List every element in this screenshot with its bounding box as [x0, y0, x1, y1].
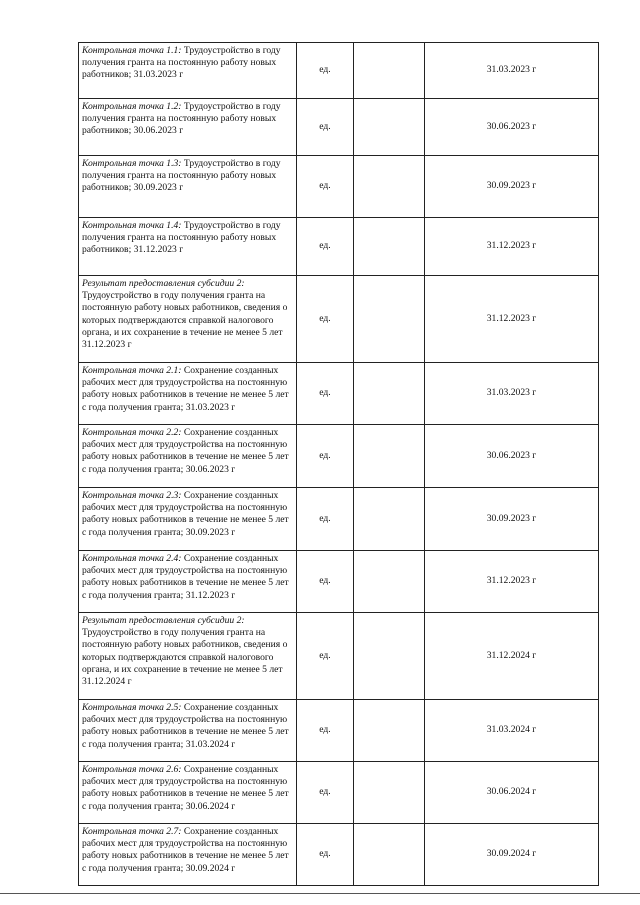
row-value [354, 613, 425, 700]
row-description [79, 488, 297, 551]
row-lead: Контрольная точка 2.2: [82, 427, 182, 438]
row-value [354, 156, 425, 218]
row-lead: Контрольная точка 1.1: [82, 45, 182, 56]
row-date: 30.09.2023 г [425, 156, 599, 218]
indicators-table [78, 42, 599, 886]
row-lead: Контрольная точка 2.6: [82, 764, 182, 775]
row-text: Трудоустройство в году получения гранта на постоянную работу новых работников; 31.12.2023 г [82, 220, 281, 256]
row-description [79, 218, 297, 276]
row-date: 30.06.2023 г [425, 425, 599, 488]
indicators-table-body [79, 43, 599, 886]
row-unit: ед. [297, 43, 354, 99]
page-bottom-rule [0, 893, 640, 894]
row-unit: ед. [297, 156, 354, 218]
row-unit: ед. [297, 488, 354, 551]
row-date: 31.12.2023 г [425, 276, 599, 363]
row-description [79, 276, 297, 363]
row-text: Сохранение созданных рабочих мест для трудоустройства на постоянную работу новых работников в течение не менее 5 лет с года получения гранта; 30.09.2024 г [82, 826, 289, 874]
table-row [79, 363, 599, 425]
row-unit: ед. [297, 762, 354, 824]
row-value [354, 276, 425, 363]
row-unit: ед. [297, 551, 354, 613]
table-row [79, 425, 599, 488]
row-value [354, 824, 425, 886]
row-date: 30.06.2023 г [425, 99, 599, 156]
table-row [79, 43, 599, 99]
row-date: 31.03.2023 г [425, 43, 599, 99]
row-value [354, 99, 425, 156]
table-row [79, 700, 599, 762]
row-value [354, 488, 425, 551]
row-description [79, 99, 297, 156]
row-unit: ед. [297, 363, 354, 425]
row-value [354, 425, 425, 488]
row-date: 30.09.2024 г [425, 824, 599, 886]
row-text: Трудоустройство в году получения гранта на постоянную работу новых работников; 30.06.2023 г [82, 101, 281, 137]
row-value [354, 700, 425, 762]
row-date: 31.12.2024 г [425, 613, 599, 700]
row-unit: ед. [297, 613, 354, 700]
row-date: 30.06.2024 г [425, 762, 599, 824]
row-unit: ед. [297, 425, 354, 488]
row-date: 31.03.2023 г [425, 363, 599, 425]
row-description [79, 613, 297, 700]
row-description [79, 363, 297, 425]
row-text: Сохранение созданных рабочих мест для трудоустройства на постоянную работу новых работников в течение не менее 5 лет с года получения гранта; 30.06.2024 г [82, 764, 289, 812]
row-text: Трудоустройство в году получения гранта на постоянную работу новых работников, сведения о которых подтверждаются справкой налогового органа, и их сохранение в течение не менее 5 лет 31.12.2024 г [82, 627, 288, 688]
row-value [354, 218, 425, 276]
row-text: Трудоустройство в году получения гранта на постоянную работу новых работников; 31.03.2023 г [82, 45, 281, 81]
table-row [79, 276, 599, 363]
row-lead: Результат предоставления субсидии 2: [82, 615, 245, 626]
table-row [79, 613, 599, 700]
row-unit: ед. [297, 700, 354, 762]
row-date: 31.12.2023 г [425, 218, 599, 276]
row-text: Сохранение созданных рабочих мест для трудоустройства на постоянную работу новых работников в течение не менее 5 лет с года получения гранта; 31.12.2023 г [82, 553, 289, 601]
row-value [354, 363, 425, 425]
row-unit: ед. [297, 218, 354, 276]
row-text: Сохранение созданных рабочих мест для трудоустройства на постоянную работу новых работников в течение не менее 5 лет с года получения гранта; 30.06.2023 г [82, 427, 289, 475]
table-row [79, 488, 599, 551]
row-lead: Контрольная точка 1.2: [82, 101, 182, 112]
row-lead: Контрольная точка 2.7: [82, 826, 182, 837]
row-lead: Контрольная точка 2.5: [82, 702, 182, 713]
row-description [79, 43, 297, 99]
row-date: 31.12.2023 г [425, 551, 599, 613]
table-row [79, 218, 599, 276]
row-text: Трудоустройство в году получения гранта на постоянную работу новых работников, сведения о которых подтверждаются справкой налогового органа, и их сохранение в течение не менее 5 лет 31.12.2023 г [82, 290, 288, 351]
row-lead: Контрольная точка 2.1: [82, 365, 182, 376]
table-row [79, 99, 599, 156]
row-lead: Контрольная точка 2.3: [82, 490, 182, 501]
row-text: Сохранение созданных рабочих мест для трудоустройства на постоянную работу новых работников в течение не менее 5 лет с года получения гранта; 31.03.2024 г [82, 702, 289, 750]
row-lead: Результат предоставления субсидии 2: [82, 278, 245, 289]
row-description [79, 700, 297, 762]
table-row [79, 824, 599, 886]
row-description [79, 762, 297, 824]
table-row [79, 762, 599, 824]
row-date: 30.09.2023 г [425, 488, 599, 551]
row-text: Трудоустройство в году получения гранта на постоянную работу новых работников; 30.09.2023 г [82, 158, 281, 194]
row-description [79, 551, 297, 613]
row-date: 31.03.2024 г [425, 700, 599, 762]
row-value [354, 43, 425, 99]
table-row [79, 551, 599, 613]
row-description [79, 425, 297, 488]
row-unit: ед. [297, 99, 354, 156]
row-value [354, 762, 425, 824]
row-lead: Контрольная точка 2.4: [82, 553, 182, 564]
row-unit: ед. [297, 276, 354, 363]
row-value [354, 551, 425, 613]
row-text: Сохранение созданных рабочих мест для трудоустройства на постоянную работу новых работников в течение не менее 5 лет с года получения гранта; 30.09.2023 г [82, 490, 289, 538]
row-description [79, 156, 297, 218]
row-description [79, 824, 297, 886]
row-text: Сохранение созданных рабочих мест для трудоустройства на постоянную работу новых работников в течение не менее 5 лет с года получения гранта; 31.03.2023 г [82, 365, 289, 413]
row-lead: Контрольная точка 1.4: [82, 220, 182, 231]
table-row [79, 156, 599, 218]
row-lead: Контрольная точка 1.3: [82, 158, 182, 169]
row-unit: ед. [297, 824, 354, 886]
